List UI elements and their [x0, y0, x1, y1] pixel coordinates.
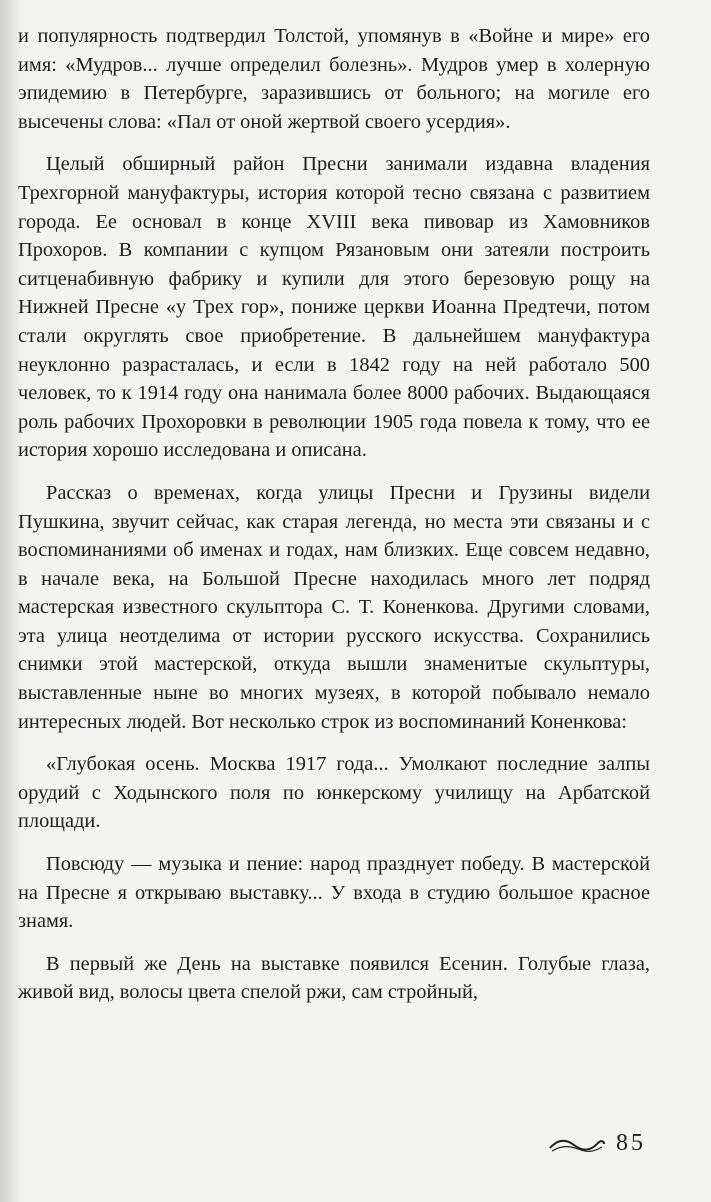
paragraph-quote-esenin: В первый же День на выставке появился Есенин. Голубые глаза, живой вид, волосы цвета спелой ржи, сам стройный,	[18, 952, 650, 1004]
page-footer	[548, 1130, 646, 1157]
page-text	[18, 22, 650, 1021]
paragraph-quote-exhibition: Повсюду — музыка и пение: народ празднует победу. В мастерской на Пресне я открываю выставку... У входа в студию большое красное знамя.	[18, 853, 650, 933]
page-number: 85	[616, 1130, 646, 1156]
paragraph-continued: и популярность подтвердил Толстой, упомянув в «Войне и мире» его имя: «Мудров... лучше определил болезнь». Мудров умер в холерную эпидемию в Петербурге, заразившись от больного; на могиле его высечены слова: «Пал от оной жертвой своего усердия».	[18, 25, 650, 133]
paragraph-quote-autumn: «Глубокая осень. Москва 1917 года... Умолкают последние залпы орудий с Ходынского поля по юнкерскому училищу на Арбатской площади.	[18, 753, 650, 833]
paragraph-presnya-konenkov: Рассказ о временах, когда улицы Пресни и Грузины видели Пушкина, звучит сейчас, как старая легенда, но места эти связаны и с воспоминаниями об именах и годах, нам близких. Еще совсем недавно, в начале века, на Большой Пресне находилась много лет подряд мастерская известного скульптора С. Т. Коненкова. Другими словами, эта улица неотделима от истории русского искусства. Сохранились снимки этой мастерской, откуда вышли знаменитые скульптуры, выставленные ныне во многих музеях, в которой побывало немало интересных людей. Вот несколько строк из воспоминаний Коненкова:	[18, 481, 650, 733]
wave-flourish-icon	[548, 1133, 606, 1155]
paragraph-trekhgornaya: Целый обширный район Пресни занимали издавна владения Трехгорной мануфактуры, история которой тесно связана с развитием города. Ее основал в конце XVIII века пивовар из Хамовников Прохоров. В компании с купцом Рязановым они затеяли построить ситценабивную фабрику и купили для этого березовую рощу на Нижней Пресне «у Трех гор», пониже церкви Иоанна Предтечи, потом стали округлять свое приобретение. В дальнейшем мануфактура неуклонно разрасталась, и если в 1842 году на ней работало 500 человек, то к 1914 году она нанимала более 8000 рабочих. Выдающаяся роль рабочих Прохоровки в революции 1905 года повела к тому, что ее история хорошо исследована и описана.	[18, 153, 650, 462]
